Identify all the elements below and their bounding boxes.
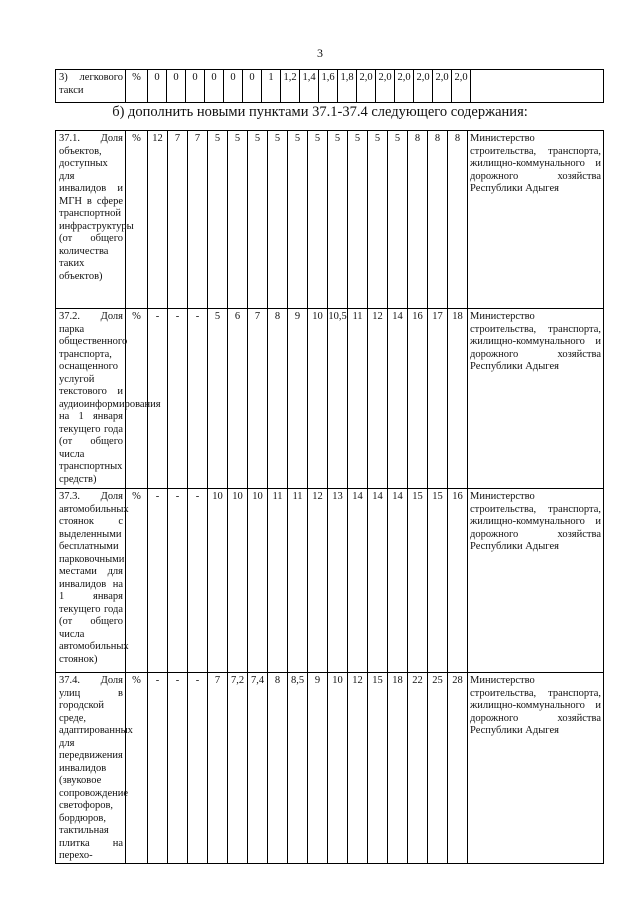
table-row xyxy=(56,489,604,673)
value-cell: 2,0 xyxy=(357,70,376,103)
indicators-table xyxy=(55,130,604,864)
value-cell: 11 xyxy=(268,489,288,673)
table-row xyxy=(56,309,604,489)
value-cell: 12 xyxy=(368,309,388,489)
row-label: 37.1. Доля объектов, доступных для инвалидов и МГН в сфере транспортной инфраструктуры (от общего количества таких объектов) xyxy=(56,131,126,309)
value-cell: 0 xyxy=(186,70,205,103)
unit-cell: % xyxy=(126,309,148,489)
table-row xyxy=(56,673,604,864)
value-cell: 2,0 xyxy=(395,70,414,103)
value-cell: 8 xyxy=(268,673,288,864)
value-cell: 1,4 xyxy=(300,70,319,103)
value-cell: 12 xyxy=(148,131,168,309)
value-cell: 15 xyxy=(428,489,448,673)
value-cell: 10 xyxy=(228,489,248,673)
row-label: 37.2. Доля парка общественного транспорта, оснащенного услугой текстового и аудиоинформирования на 1 января текущего года (от общего числа транспортных средств) xyxy=(56,309,126,489)
value-cell: 2,0 xyxy=(414,70,433,103)
ministry-cell: Министерство строительства, транспорта, жилищно-коммунального и дорожного хозяйства Республики Адыгея xyxy=(468,489,604,673)
table-row xyxy=(56,131,604,309)
value-cell: 10 xyxy=(208,489,228,673)
value-cell: 5 xyxy=(308,131,328,309)
ministry-cell: Министерство строительства, транспорта, жилищно-коммунального и дорожного хозяйства Республики Адыгея xyxy=(468,309,604,489)
value-cell: 2,0 xyxy=(452,70,471,103)
value-cell: 28 xyxy=(448,673,468,864)
value-cell: 9 xyxy=(308,673,328,864)
value-cell: 10 xyxy=(308,309,328,489)
value-cell: 10 xyxy=(248,489,268,673)
value-cell: 13 xyxy=(328,489,348,673)
value-cell: 0 xyxy=(167,70,186,103)
value-cell: 1 xyxy=(262,70,281,103)
value-cell: 7,4 xyxy=(248,673,268,864)
value-cell: - xyxy=(148,489,168,673)
ministry-cell: Министерство строительства, транспорта, жилищно-коммунального и дорожного хозяйства Республики Адыгея xyxy=(468,131,604,309)
subheading: б) дополнить новыми пунктами 37.1-37.4 следующего содержания: xyxy=(112,104,528,120)
value-cell: - xyxy=(168,489,188,673)
continuation-table xyxy=(55,69,604,103)
table-row xyxy=(56,70,604,103)
value-cell: 7,2 xyxy=(228,673,248,864)
row-label: 37.4. Доля улиц в городской среде, адаптированных для передвижения инвалидов (звуковое сопровождение светофоров, бордюров, тактильная плитка на перехо- xyxy=(56,673,126,864)
value-cell: - xyxy=(148,309,168,489)
value-cell: 18 xyxy=(448,309,468,489)
ministry-cell: Министерство строительства, транспорта, жилищно-коммунального и дорожного хозяйства Республики Адыгея xyxy=(468,673,604,864)
value-cell: - xyxy=(168,309,188,489)
value-cell: 0 xyxy=(243,70,262,103)
value-cell: 25 xyxy=(428,673,448,864)
unit-cell: % xyxy=(126,673,148,864)
value-cell: 14 xyxy=(348,489,368,673)
value-cell: 10 xyxy=(328,673,348,864)
value-cell: 5 xyxy=(368,131,388,309)
value-cell: 11 xyxy=(288,489,308,673)
value-cell: 1,6 xyxy=(319,70,338,103)
value-cell: 8 xyxy=(448,131,468,309)
value-cell: - xyxy=(188,489,208,673)
value-cell: 16 xyxy=(448,489,468,673)
value-cell: 17 xyxy=(428,309,448,489)
value-cell: 6 xyxy=(228,309,248,489)
value-cell: 1,2 xyxy=(281,70,300,103)
value-cell: 15 xyxy=(368,673,388,864)
value-cell: 7 xyxy=(168,131,188,309)
value-cell: 14 xyxy=(388,489,408,673)
value-cell: 0 xyxy=(224,70,243,103)
value-cell: - xyxy=(168,673,188,864)
value-cell: 8 xyxy=(268,309,288,489)
value-cell: 7 xyxy=(188,131,208,309)
unit-cell: % xyxy=(126,489,148,673)
value-cell: 18 xyxy=(388,673,408,864)
value-cell: 11 xyxy=(348,309,368,489)
value-cell: - xyxy=(188,309,208,489)
value-cell: 16 xyxy=(408,309,428,489)
value-cell: 12 xyxy=(348,673,368,864)
value-cell: 14 xyxy=(388,309,408,489)
value-cell: 0 xyxy=(148,70,167,103)
value-cell: 15 xyxy=(408,489,428,673)
value-cell: 5 xyxy=(208,309,228,489)
value-cell: 9 xyxy=(288,309,308,489)
value-cell: 5 xyxy=(248,131,268,309)
value-cell: 5 xyxy=(348,131,368,309)
row-label: 3) легкового такси xyxy=(56,70,126,103)
value-cell: 12 xyxy=(308,489,328,673)
value-cell: 8 xyxy=(428,131,448,309)
value-cell: 5 xyxy=(268,131,288,309)
value-cell: 5 xyxy=(288,131,308,309)
value-cell: - xyxy=(148,673,168,864)
value-cell: 0 xyxy=(205,70,224,103)
ministry-cell xyxy=(471,70,604,103)
value-cell: 7 xyxy=(248,309,268,489)
value-cell: 14 xyxy=(368,489,388,673)
value-cell: 2,0 xyxy=(433,70,452,103)
value-cell: 1,8 xyxy=(338,70,357,103)
unit-cell: % xyxy=(126,70,148,103)
value-cell: 5 xyxy=(328,131,348,309)
value-cell: 8,5 xyxy=(288,673,308,864)
value-cell: 8 xyxy=(408,131,428,309)
value-cell: - xyxy=(188,673,208,864)
row-label: 37.3. Доля автомобильных стоянок с выделенными бесплатными парковочными местами для инвалидов на 1 января текущего года (от общего числа автомобильных стоянок) xyxy=(56,489,126,673)
value-cell: 22 xyxy=(408,673,428,864)
unit-cell: % xyxy=(126,131,148,309)
value-cell: 2,0 xyxy=(376,70,395,103)
value-cell: 10,5 xyxy=(328,309,348,489)
value-cell: 5 xyxy=(208,131,228,309)
page-number: 3 xyxy=(317,46,323,60)
value-cell: 5 xyxy=(228,131,248,309)
value-cell: 5 xyxy=(388,131,408,309)
value-cell: 7 xyxy=(208,673,228,864)
